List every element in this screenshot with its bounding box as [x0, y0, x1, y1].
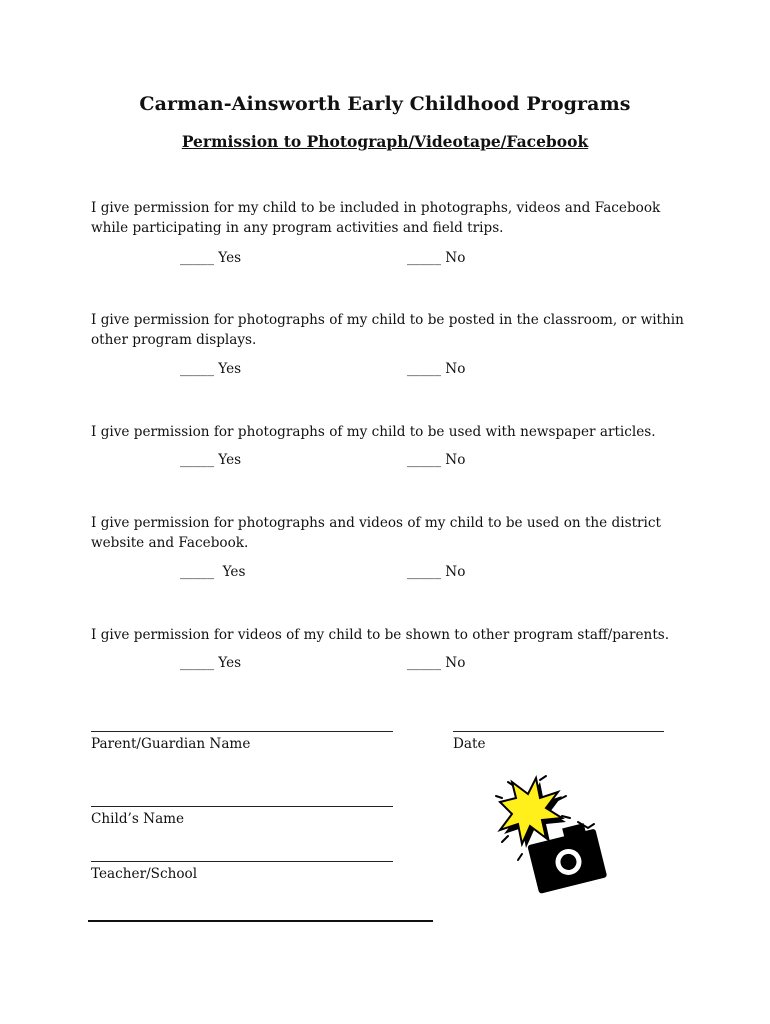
date-signature-line[interactable] [453, 731, 664, 732]
teacher-school-line[interactable] [91, 861, 393, 862]
date-label: Date [453, 736, 486, 752]
camera-flash-icon [488, 772, 608, 896]
question-3-yes[interactable]: _____ Yes [180, 452, 242, 468]
question-1-yes[interactable]: _____ Yes [180, 250, 242, 266]
question-1-text: I give permission for my child to be included in photographs, videos and Facebook while participating in any program activities and field trips. [91, 200, 661, 236]
question-4-yes[interactable]: _____ Yes [180, 564, 246, 580]
parent-signature-line[interactable] [91, 731, 393, 732]
question-4-text: I give permission for photographs and videos of my child to be used on the district website and Facebook. [91, 515, 661, 551]
page-title: Carman-Ainsworth Early Childhood Programs [139, 93, 631, 115]
question-4-no[interactable]: _____ No [407, 564, 466, 580]
question-2-text: I give permission for photographs of my child to be posted in the classroom, or within other program displays. [91, 312, 684, 348]
question-5-no[interactable]: _____ No [407, 655, 466, 671]
page-subtitle: Permission to Photograph/Videotape/Facebook [181, 132, 589, 151]
question-2-yes[interactable]: _____ Yes [180, 361, 242, 377]
question-5-text: I give permission for videos of my child to be shown to other program staff/parents. [91, 627, 670, 643]
bottom-rule [88, 920, 433, 922]
child-name-label: Child’s Name [91, 811, 185, 827]
teacher-school-label: Teacher/School [91, 866, 198, 882]
question-5-yes[interactable]: _____ Yes [180, 655, 242, 671]
parent-guardian-label: Parent/Guardian Name [91, 736, 251, 752]
child-name-line[interactable] [91, 806, 393, 807]
question-3-no[interactable]: _____ No [407, 452, 466, 468]
question-2-no[interactable]: _____ No [407, 361, 466, 377]
question-1-no[interactable]: _____ No [407, 250, 466, 266]
question-3-text: I give permission for photographs of my child to be used with newspaper articles. [91, 424, 656, 440]
